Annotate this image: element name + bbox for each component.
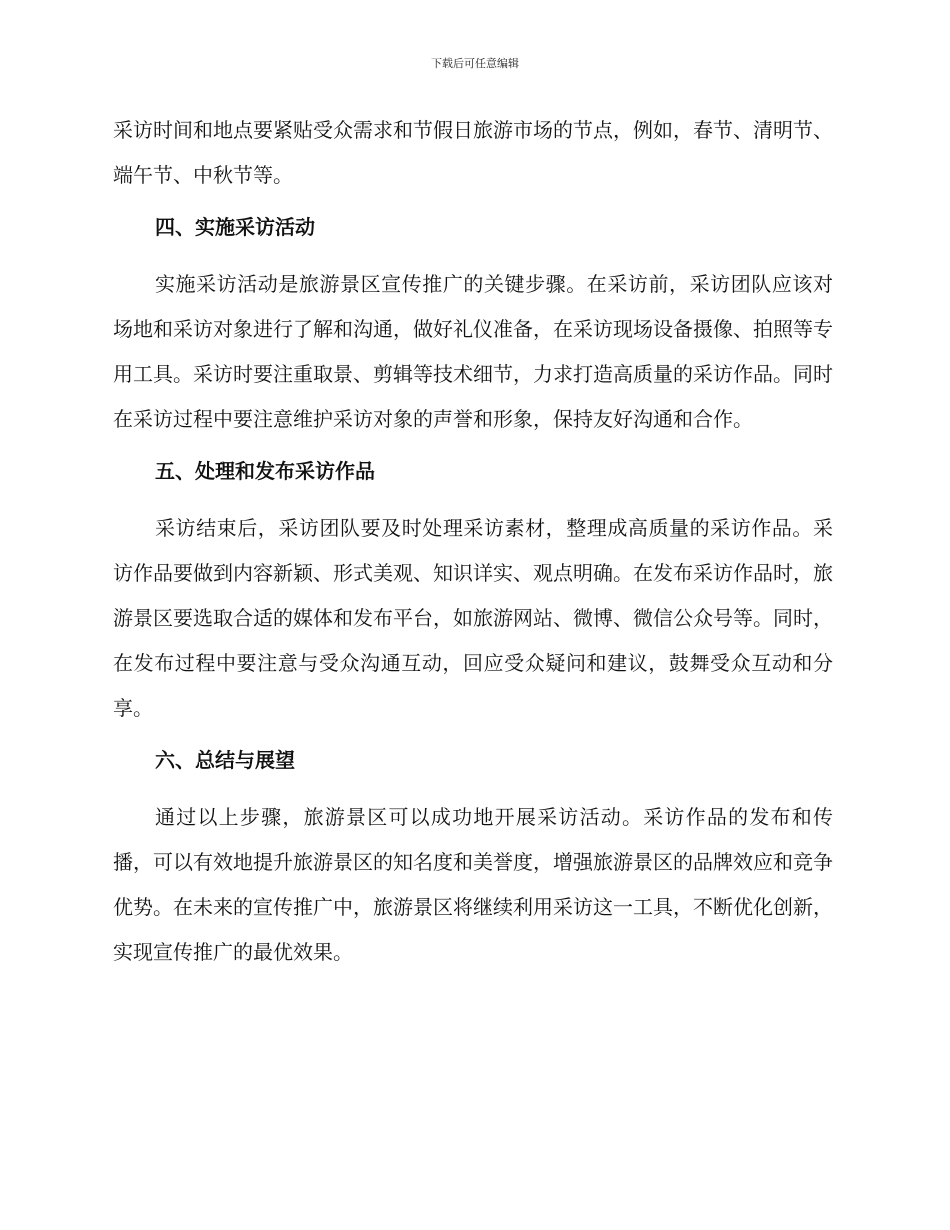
document-body [113, 108, 833, 989]
section-heading-5: 五、处理和发布采访作品 [155, 459, 375, 483]
paragraph-section-5: 采访结束后，采访团队要及时处理采访素材，整理成高质量的采访作品。采访作品要做到内容新颖、形式美观、知识详实、观点明确。在发布采访作品时，旅游景区要选取合适的媒体和发布平台，如旅游网站、微博、微信公众号等。同时，在发布过程中要注意与受众沟通互动，回应受众疑问和建议，鼓舞受众互动和分享。 [113, 516, 833, 720]
paragraph-section-4: 实施采访活动是旅游景区宣传推广的关键步骤。在采访前，采访团队应该对场地和采访对象进行了解和沟通，做好礼仪准备，在采访现场设备摄像、拍照等专用工具。采访时要注重取景、剪辑等技术细节，力求打造高质量的采访作品。同时在采访过程中要注意维护采访对象的声誉和形象，保持友好沟通和合作。 [113, 272, 833, 431]
header-note: 下载后可任意编辑 [431, 57, 519, 70]
paragraph-continued: 采访时间和地点要紧贴受众需求和节假日旅游市场的节点，例如，春节、清明节、端午节、中秋节等。 [113, 118, 833, 187]
section-heading-6: 六、总结与展望 [155, 748, 295, 772]
section-heading-4: 四、实施采访活动 [155, 215, 315, 239]
paragraph-section-6: 通过以上步骤，旅游景区可以成功地开展采访活动。采访作品的发布和传播，可以有效地提升旅游景区的知名度和美誉度，增强旅游景区的品牌效应和竞争优势。在未来的宣传推广中，旅游景区将继续利用采访这一工具，不断优化创新，实现宣传推广的最优效果。 [113, 805, 833, 964]
